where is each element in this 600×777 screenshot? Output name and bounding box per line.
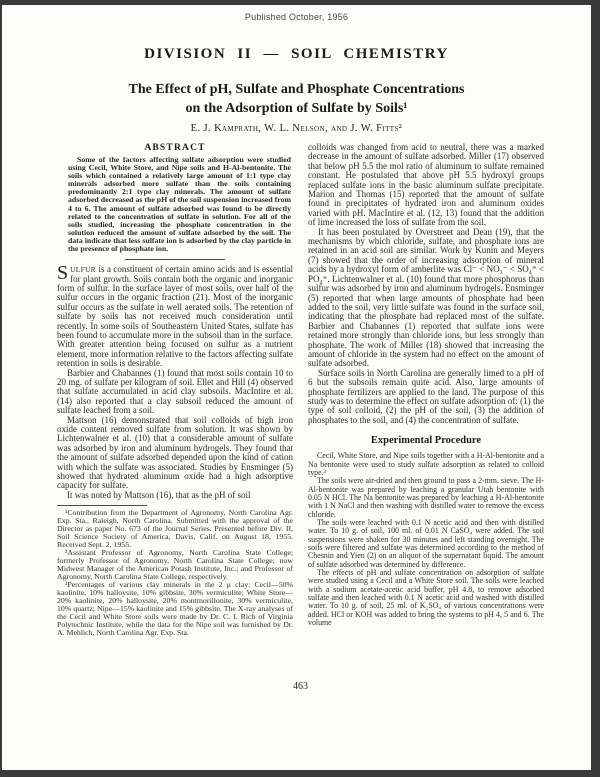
article-title-line2: on the Adsorption of Sulfate by Soils¹ [185, 101, 408, 116]
footnote-2: ²Assistant Professor of Agronomy, North Carolina State College; formerly Professor of Agronomy, North Carolina State College; now Midwest Manager of the American Potash Institute, Inc.; and Professor of Agronomy, North Carolina State College, respectively. [57, 548, 293, 582]
procedure-paragraph: Cecil, White Store, and Nipe soils together with a H-Al-bentonite and a Na bentonite were used to study sulfate adsorption as related to colloid type.³ [308, 451, 544, 477]
right-column [308, 143, 544, 637]
footnote-3: ³Percentages of various clay minerals in the 2 μ clay: Cecil—50% kaolinite, 10% halloysite, 10% gibbsite, 30% vermiculite; White Store—20% kaolinite, 20% halloysite, 20% montmorillonite, 30% vermiculite, 10% quartz; Nipe—15% kaolinite and 15% gibbsite. The X-ray analyses of the Cecil and White Store soils were made by Dr. C. I. Rich of Virginia Polytechnic Institute, while the data for the Nipe soil was furnished by Dr. A. Mehlich, North Carolina Agr. Exp. Sta. [57, 580, 293, 638]
article-title [32, 80, 561, 118]
abstract-text: Some of the factors affecting sulfate adsorption were studied using Cecil, White Store, and Nipe soils and H-Al-bentonite. The soils which contained a relatively large amount of 1:1 type clay minerals adsorbed more sulfate than the soils containing predominantly 2:1 type clay minerals. The amount of sulfate adsorbed decreased as the pH of the soil suspension increased from 4 to 6. The amount of sulfate adsorbed was found to be directly related to the concentration of sulfate in solution. For all of the soils studied, increasing the phosphate concentration in the solution reduced the amount of sulfate adsorbed by the soil. The data indicate that less sulfate ion is adsorbed by the clay particle in the presence of phosphate ion. [68, 155, 291, 254]
drop-cap: S [57, 262, 69, 285]
body-paragraph: Mattson (16) demonstrated that soil colloids of high iron oxide content removed sulfate from solution. It was shown by Lichtenwalner et al. (10) that a considerable amount of sulfate was adsorbed by iron and aluminum hydrogels. They found that the amount of sulfate adsorbed depended upon the kind of cation with which the sulfate was associated. Studies by Ensminger (5) showed that hydrated aluminum oxide had a high adsorptive capacity for sulfate. [57, 414, 293, 491]
procedure-paragraph: The soils were air-dried and then ground to pass a 2-mm. sieve. The H-Al-bentonite was prepared by leaching a granular Utah bentonite with 0.05 N HCl. The Na bentonite was prepared by leaching a H-Al-bentonite with 1 N NaCl and then washing with distilled water to remove the excess chloride. [308, 476, 544, 519]
paragraph-text: is a constituent of certain amino acids and is essential for plant growth. Soils contain both the organic and inorganic form of sulfur. In the surface layer of most soils, over half of the sulfur occurs in the organic fraction (21). Most of the inorganic sulfur occurs as the sulfate in well aerated soils. The retention of sulfate by soils has not received much consideration until recently. In some soils of Southeastern United States, sulfate has been found to accumulate more in the subsoil than in the surface. With greater attention being focused on sulfur as a nutrient element, more information relative to the factors affecting sulfate retention in soils is desirable. [57, 264, 293, 369]
abstract-divider-rule [125, 259, 225, 260]
published-date: Published October, 1956 [244, 12, 349, 22]
two-column-body [2, 143, 591, 637]
division-heading: DIVISION II — SOIL CHEMISTRY [144, 46, 449, 62]
body-paragraph: It was noted by Mattson (16), that as the pH of soil [67, 489, 251, 500]
body-paragraph: Surface soils in North Carolina are generally limed to a pH of 6 but the subsoils remain quite acid. Also, large amounts of phosphate fertilizers are applied to the land. The purpose of this study was to determine the effect on sulfate adsorption of: (1) the type of soil colloid, (2) the pH of the soil, (3) the addition of phosphates to the soil, and (4) the concentration of sulfate. [308, 367, 544, 425]
page-number: 463 [293, 681, 308, 692]
experimental-procedure-heading: Experimental Procedure [370, 435, 482, 447]
abstract-heading: ABSTRACT [144, 143, 206, 153]
authors-line: E. J. Kamprath, W. L. Nelson, and J. W. Fitts² [190, 123, 403, 134]
procedure-paragraph: The effects of pH and sulfate concentration on adsorption of sulfate were studied using a Cecil and a White Store soil. The soils were leached with a sodium acetate-acetic acid buffer, pH 4.8, to remove adsorbed sulfate and then leached with 0.1 N acetic acid and washed with distilled water. To 10 g. of soil, 25 ml. of K₂SO₄ of various concentrations were added. HCl or KOH was added to bring the systems to pH 4, 5 and 6. The volume [308, 568, 544, 628]
body-paragraph: Barbier and Chabannes (1) found that most soils contain 10 to 20 mg. of sulfate per kilogram of soil. Ellet and Hill (4) observed that sulfate accumulated in acid clay subsoils. MacIntire et al. (14) also reported that a clay subsoil reduced the amount of sulfate leached from a soil. [57, 367, 293, 416]
body-paragraph: It has been postulated by Overstreet and Dean (19), that the mechanisms by which chloride, sulfate, and phosphate ions are retained in an acid soil are similar. Work by Kunin and Meyers (7) showed that the order of increasing adsorption of mineral acids by a hydroxyl form of amberlite was Cl⁻ < NO₃⁻ < SO₄⁼ < PO₄⁼. Lichtenwalner et al. (10) found that more phosphorus than sulfur was adsorbed by iron and aluminum hydrogels. Ensminger (5) reported that when large amounts of phosphate had been added to the soil, very little sulfate was found in the surface soil, indicating that the phosphate had replaced most of the sulfate. Barbier and Chabannes (1) reported that sulfate ions were retained more strongly than chloride ions, but less strongly than phosphate. The work of Miller (18) showed that increasing the amount of chloride in the system had no effect on the amount of sulfate adsorbed. [308, 226, 544, 369]
left-column [57, 143, 293, 637]
footnote-divider-rule [57, 505, 147, 506]
article-title-line1: The Effect of pH, Sulfate and Phosphate Concentrations [128, 82, 465, 97]
paper-page [2, 5, 591, 770]
body-paragraph [57, 262, 293, 369]
procedure-paragraph: The soils were leached with 0.1 N acetic acid and then with distilled water. To 10 g. of soil, 100 ml. of 0.01 N CaSO₄ were added. The soil suspensions were shaken for 30 minutes and left standing overnight. The soils were filtered and sulfate was determined according to the method of Chesnin and Yien (2) on an aliquot of the supernatant liquid. The amount of sulfate adsorbed was determined by difference. [308, 517, 544, 569]
opening-word-caps: ULFUR [70, 265, 97, 275]
body-paragraph: colloids was changed from acid to neutral, there was a marked decrease in the amount of sulfate adsorbed. Miller (17) observed that below pH 5.5 the mol ratio of aluminum to sulfate remained constant. He postulated that above pH 5.5 hydroxyl groups replaced sulfate ions in the basic aluminum sulfate precipitate. Marion and Thomas (15) reported that the amount of sulfate found in precipitates of hydrated iron and aluminum oxides varied with pH. MacIntire et al. (12, 13) found that the addition of lime increased the loss of sulfate from the soil. [308, 142, 544, 228]
footnote-1: ¹Contribution from the Department of Agronomy, North Carolina Agr. Exp. Sta., Raleigh, North Carolina. Submitted with the approval of the Director as paper No. 673 of the Journal Series. Presented before Div. II, Soil Science Society of America, Davis, Calif. on August 18, 1955. Received Sept. 2, 1955. [57, 508, 293, 550]
